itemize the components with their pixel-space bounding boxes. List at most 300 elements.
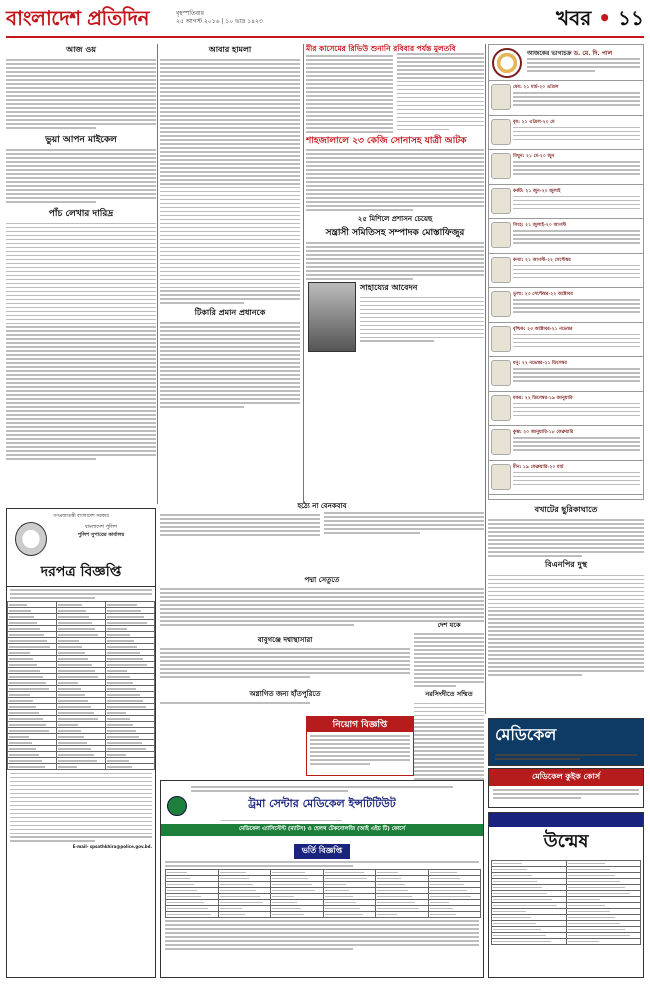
text-line — [160, 652, 410, 654]
text-line — [513, 346, 640, 348]
text-line — [513, 96, 640, 98]
text-line — [488, 614, 644, 616]
text-line — [6, 79, 156, 81]
text-line — [306, 254, 484, 256]
text-line — [160, 668, 410, 670]
text-line — [160, 294, 300, 296]
table-cell — [8, 764, 57, 770]
headline: ২৫ মিশিলে প্রশাসন চেয়েছ — [357, 214, 433, 224]
text-line — [306, 107, 393, 109]
text-line — [306, 71, 393, 73]
text-line — [160, 247, 300, 249]
headline: সন্ত্রাসী সমিতিসহ সম্পাদক মোস্তাফিজুর — [325, 228, 465, 239]
text-line — [488, 607, 644, 609]
zodiac-sign-icon — [491, 257, 511, 283]
dateline: বৃহস্পতিবার ২৫ আগস্ট ২০১৬ | ১০ ভাদ্র ১৪২৩ — [176, 10, 263, 25]
text-line — [513, 204, 640, 206]
text-line — [488, 587, 644, 589]
zodiac-sign-icon — [491, 153, 511, 179]
text-line — [513, 238, 640, 240]
text-line — [513, 484, 640, 486]
text-line — [160, 672, 410, 674]
branch-table — [491, 860, 641, 945]
text-line — [306, 177, 484, 179]
text-line — [397, 65, 484, 67]
text-line — [6, 362, 156, 364]
text-line — [306, 270, 484, 272]
text-line — [397, 109, 484, 111]
text-line — [160, 290, 300, 292]
text-line — [160, 79, 300, 81]
zodiac-sign-icon — [491, 464, 511, 490]
text-line — [160, 139, 300, 141]
text-line — [513, 242, 640, 244]
text-line — [306, 274, 484, 276]
text-line — [6, 366, 156, 368]
text-line — [414, 738, 484, 740]
text-line — [488, 654, 644, 656]
headline: দেশ যকে — [437, 621, 461, 629]
text-line — [160, 624, 354, 626]
text-line — [6, 243, 156, 245]
headline: অগ্নাগিত জন্য হাঁতপুরিতে — [249, 689, 321, 698]
text-line — [160, 143, 300, 145]
text-line — [160, 263, 300, 265]
headline: বাবুগঞ্জে দশ্বাস্থাসারা — [257, 635, 313, 644]
text-line — [306, 91, 393, 93]
text-line — [488, 551, 644, 553]
text-line — [6, 227, 156, 229]
text-line — [324, 528, 484, 530]
headline: নরসিংদীতে সম্মিত — [425, 690, 473, 699]
text-line — [488, 575, 644, 577]
text-line — [360, 333, 484, 335]
text-line — [6, 354, 156, 356]
text-line — [306, 278, 413, 280]
text-line — [513, 441, 640, 443]
text-line — [324, 532, 420, 534]
zodiac-sign-label: মকর: ২২ ডিসেম্বর-১৯ জানুয়ারি — [513, 395, 573, 401]
horoscope-item — [489, 150, 643, 185]
text-line — [414, 645, 484, 647]
text-line — [488, 555, 582, 557]
text-line — [191, 786, 453, 788]
horoscope-item — [489, 392, 643, 427]
text-line — [160, 91, 300, 93]
horoscope-item — [489, 426, 643, 461]
text-line — [6, 334, 156, 336]
text-line — [306, 95, 393, 97]
text-line — [160, 255, 300, 257]
text-line — [488, 531, 644, 533]
text-line — [513, 234, 640, 236]
text-line — [306, 205, 484, 207]
text-line — [6, 295, 156, 297]
zodiac-sign-icon — [491, 429, 511, 455]
text-line — [513, 230, 640, 232]
text-line — [306, 246, 484, 248]
text-line — [160, 279, 300, 281]
text-line — [10, 593, 152, 595]
text-line — [414, 762, 484, 764]
text-line — [6, 123, 156, 125]
text-line — [6, 107, 156, 109]
text-line — [414, 641, 484, 643]
text-line — [165, 948, 353, 950]
right-news — [488, 504, 644, 714]
text-line — [160, 526, 320, 528]
text-line — [10, 773, 152, 775]
text-line — [488, 666, 644, 668]
zodiac-sign-label: সিংহ: ২১ জুলাই-২০ আগস্ট — [513, 223, 567, 228]
text-line — [6, 63, 156, 65]
text-line — [6, 119, 156, 121]
text-line — [6, 197, 156, 199]
text-line — [488, 674, 582, 676]
text-line — [6, 418, 156, 420]
text-line — [493, 797, 581, 799]
text-line — [165, 928, 479, 930]
text-line — [165, 936, 479, 938]
text-line — [6, 231, 156, 233]
text-line — [306, 99, 393, 101]
headline: মীর কাসেমের রিভিউ শুনানি রবিবার পর্যন্ত মুলতবি — [306, 44, 456, 53]
text-line — [10, 785, 152, 787]
text-line — [414, 754, 484, 756]
job-ad — [306, 716, 414, 776]
text-line — [513, 265, 640, 267]
text-line — [488, 583, 644, 585]
course-bar: মেডিকেল এ্যাসিস্টেন্ট (ম্যাটস) ও হেলথ টেকনোলজি (আই এইচ টি) কোর্সে — [161, 824, 483, 836]
text-line — [513, 403, 640, 405]
text-line — [310, 755, 410, 757]
text-line — [6, 67, 156, 69]
text-line — [513, 411, 640, 413]
text-line — [397, 105, 484, 107]
text-line — [397, 89, 484, 91]
text-line — [6, 426, 156, 428]
text-line — [160, 63, 300, 65]
text-line — [6, 323, 156, 325]
text-line — [10, 797, 152, 799]
text-line — [10, 817, 152, 819]
text-line — [513, 334, 640, 336]
text-line — [160, 119, 300, 121]
text-line — [160, 215, 300, 217]
horoscope-section — [488, 44, 644, 500]
institute-title: ট্রমা সেন্টার মেডিকেল ইন্সটিটিউট — [248, 797, 396, 811]
text-line — [306, 83, 393, 85]
text-line — [6, 103, 156, 105]
text-line — [513, 277, 640, 279]
text-line — [306, 111, 393, 113]
text-line — [160, 99, 300, 101]
text-line — [306, 153, 484, 155]
text-line — [397, 73, 484, 75]
course-table — [165, 869, 481, 918]
text-line — [527, 58, 640, 60]
text-line — [6, 378, 156, 380]
text-line — [6, 434, 156, 436]
text-line — [495, 758, 580, 760]
text-line — [310, 735, 410, 737]
text-line — [160, 159, 300, 161]
text-line — [160, 151, 300, 153]
text-line — [513, 273, 640, 275]
text-line — [6, 410, 156, 412]
headline: আবার হামলা — [208, 44, 252, 54]
text-line — [6, 291, 156, 293]
text-line — [513, 415, 640, 417]
text-line — [397, 101, 484, 103]
admission-badge: ভর্তি বিজ্ঞপ্তি — [294, 844, 350, 859]
text-line — [513, 342, 640, 344]
text-line — [10, 809, 152, 811]
horoscope-item — [489, 288, 643, 323]
text-line — [6, 91, 156, 93]
text-line — [165, 861, 479, 863]
text-line — [513, 376, 640, 378]
text-line — [6, 271, 156, 273]
text-line — [160, 191, 300, 193]
text-line — [160, 207, 300, 209]
text-line — [310, 759, 410, 761]
text-line — [10, 813, 152, 815]
horoscope-item — [489, 116, 643, 151]
zodiac-sign-label: কর্কট: ২১ জুন-২০ জুলাই — [513, 188, 561, 194]
text-line — [324, 520, 484, 522]
text-line — [414, 707, 484, 709]
text-line — [488, 634, 644, 636]
text-line — [306, 103, 393, 105]
text-line — [513, 92, 640, 94]
text-line — [414, 715, 484, 717]
text-line — [160, 67, 300, 69]
text-line — [6, 458, 96, 460]
text-line — [414, 637, 484, 639]
text-line — [160, 87, 300, 89]
text-line — [6, 267, 156, 269]
horoscope-item — [489, 81, 643, 116]
text-line — [6, 279, 156, 281]
text-line — [160, 382, 300, 384]
text-line — [6, 422, 156, 424]
text-line — [397, 81, 484, 83]
text-line — [513, 299, 640, 301]
text-line — [6, 71, 156, 73]
text-line — [160, 330, 300, 332]
text-line — [397, 125, 484, 127]
text-line — [160, 600, 484, 602]
text-line — [6, 275, 156, 277]
medical-institute-ad — [160, 780, 484, 978]
text-line — [160, 183, 300, 185]
text-line — [10, 793, 152, 795]
text-line — [488, 610, 644, 612]
text-line — [414, 730, 484, 732]
text-line — [10, 821, 152, 823]
text-line — [306, 193, 484, 195]
tender-table — [7, 601, 155, 770]
text-line — [527, 66, 640, 68]
text-line — [306, 55, 393, 57]
text-line — [160, 219, 300, 221]
text-line — [397, 117, 484, 119]
text-line — [160, 660, 410, 662]
text-line — [10, 805, 152, 807]
text-line — [160, 592, 484, 594]
medical-ad — [488, 718, 644, 766]
headline: শাহজালালে ২৩ কেজি সোনাসহ যাত্রী আটক — [306, 135, 467, 146]
text-line — [6, 350, 156, 352]
text-line — [160, 702, 310, 704]
text-line — [397, 61, 484, 63]
text-line — [513, 472, 640, 474]
text-line — [6, 430, 156, 432]
text-line — [360, 297, 484, 299]
text-line — [6, 111, 156, 113]
zodiac-sign-label: তুলা: ২৩ সেপ্টেম্বর-২২ অক্টোবর — [513, 292, 573, 297]
text-line — [6, 251, 156, 253]
middle-news-4 — [160, 688, 410, 708]
text-line — [160, 534, 320, 536]
text-line — [160, 596, 484, 598]
zodiac-sign-label: মিথুন: ২১ মে-২০ জুন — [513, 154, 555, 159]
quick-course-ad — [488, 768, 644, 808]
text-line — [306, 185, 484, 187]
text-line — [306, 127, 393, 129]
text-line — [324, 524, 484, 526]
text-line — [397, 57, 484, 59]
horoscope-item — [489, 185, 643, 220]
text-line — [160, 386, 300, 388]
text-line — [6, 95, 156, 97]
text-line — [6, 307, 156, 309]
text-line — [414, 677, 484, 679]
headline: ভুয়া আপন মাইকেল — [45, 134, 117, 145]
horoscope-item — [489, 219, 643, 254]
text-line — [160, 406, 244, 408]
text-line — [414, 770, 484, 772]
text-line — [160, 358, 300, 360]
text-line — [160, 664, 410, 666]
table-row — [166, 912, 481, 918]
text-line — [513, 200, 640, 202]
text-line — [6, 414, 156, 416]
text-line — [160, 656, 410, 658]
coaching-title: উন্মেষ — [543, 831, 589, 852]
text-line — [306, 87, 393, 89]
text-line — [306, 157, 484, 159]
text-line — [513, 161, 640, 163]
text-line — [6, 173, 156, 175]
headline: পাঁচ লেখার দারিদ্র — [48, 208, 114, 219]
text-line — [6, 330, 156, 332]
text-line — [414, 746, 484, 748]
text-line — [6, 99, 156, 101]
text-line — [10, 781, 152, 783]
tender-notice-ad: গণপ্রজাতন্ত্রী বাংলাদেশ সরকার বাংলাদেশ পুলিশ পুলিশ সুপারের কার্যালয় দরপত্র বিজ্ঞপ্তি E-mail- spsathkhira@police.gov.bd. — [6, 508, 156, 978]
headline: সাহায্যের আবেদন — [360, 282, 418, 293]
text-line — [6, 185, 156, 187]
text-line — [306, 258, 484, 260]
quick-course-title: মেডিকেল কুইক কোর্স — [489, 769, 643, 786]
text-line — [160, 616, 484, 618]
text-line — [488, 646, 644, 648]
text-line — [488, 539, 644, 541]
text-line — [6, 342, 156, 344]
table-cell — [492, 939, 567, 945]
text-line — [306, 250, 484, 252]
text-line — [488, 523, 644, 525]
text-line — [360, 301, 484, 303]
text-line — [397, 77, 484, 79]
text-line — [310, 743, 410, 745]
text-line — [6, 406, 156, 408]
text-line — [306, 119, 393, 121]
text-line — [160, 366, 300, 368]
text-line — [6, 247, 156, 249]
zodiac-sign-icon — [491, 395, 511, 421]
headline: পদ্মা সেতুতে — [304, 575, 340, 584]
text-line — [414, 649, 484, 651]
text-line — [6, 189, 156, 191]
text-line — [6, 370, 156, 372]
text-line — [160, 163, 300, 165]
text-line — [160, 127, 300, 129]
table-cell — [166, 912, 219, 918]
text-line — [414, 758, 484, 760]
text-line — [6, 165, 156, 167]
text-line — [306, 79, 393, 81]
text-line — [397, 129, 449, 131]
text-line — [160, 322, 300, 324]
text-line — [165, 865, 353, 867]
text-line — [488, 547, 644, 549]
text-line — [160, 259, 300, 261]
middle-news-3 — [160, 634, 410, 688]
text-line — [324, 512, 484, 514]
table-cell — [323, 912, 376, 918]
text-line — [6, 450, 156, 452]
text-line — [160, 199, 300, 201]
text-line — [513, 307, 640, 309]
table-cell — [271, 912, 324, 918]
text-line — [513, 104, 640, 106]
text-line — [160, 203, 300, 205]
headline: টিকারি প্রমান প্রধানকে — [194, 307, 266, 318]
text-line — [414, 685, 456, 687]
text-line — [397, 53, 484, 55]
text-line — [6, 311, 156, 313]
text-line — [160, 95, 300, 97]
text-line — [513, 100, 640, 102]
text-line — [513, 476, 640, 478]
text-line — [160, 346, 300, 348]
table-cell — [218, 912, 271, 918]
text-line — [488, 527, 644, 529]
text-line — [414, 673, 484, 675]
text-line — [160, 179, 300, 181]
text-line — [6, 319, 156, 321]
text-line — [306, 149, 484, 151]
text-line — [160, 175, 300, 177]
zodiac-wheel-icon — [492, 48, 522, 78]
text-line — [360, 340, 434, 342]
police-emblem-icon — [15, 522, 47, 556]
text-line — [527, 70, 595, 72]
text-line — [160, 271, 300, 273]
